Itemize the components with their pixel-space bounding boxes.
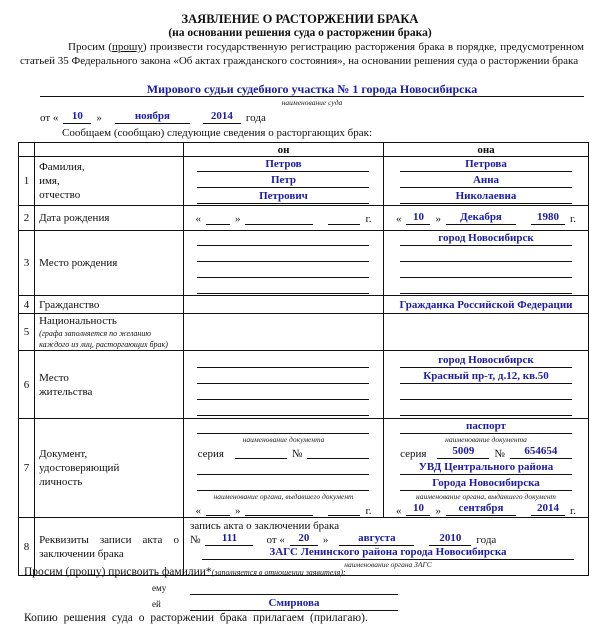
row-label [35,419,184,518]
table-row [19,296,589,314]
label-line: Документ, [39,448,88,460]
label-note: (графа заполняется по желанию каждого из лиц, расторгающих брак) [39,329,168,349]
surname-request-text: Просим (прошу) присвоить фамилии* [24,566,212,578]
quote-close: » [435,213,441,225]
her-doc-name-field[interactable]: паспорт [400,420,572,434]
table-row [19,157,589,206]
year-abbr: г. [569,505,577,517]
his-new-surname-field[interactable] [190,581,398,595]
his-series-field[interactable] [235,445,287,459]
series-label: серия [400,448,427,460]
header-she: она [384,143,589,157]
table-row [19,314,589,351]
court-caption: наименование суда [281,98,343,107]
row-label: Реквизиты записи акта о заключении брака [35,518,184,576]
number-label: № [494,448,505,460]
issuer-caption: наименование органа, выдавшего документ [213,492,354,501]
row-number: 5 [19,314,35,351]
label-line: личность [39,476,83,488]
quote-open: « [195,505,201,517]
number-label: № [189,534,201,546]
surname-request-note: (заполняется в отношении заявителя): [211,568,346,577]
her-patronymic-field[interactable]: Николаевна [400,190,572,204]
her-birthplace-field[interactable]: город Новосибирск [400,232,572,246]
intro-text-2: ) произвести государственную регистрацию расторжения брака в порядке, предусмотренном статьей 35 Федерального закона «Об актах гражданского состояния», на основании решения суда о расторжении брака [20,41,584,67]
doc-caption: наименование документа [445,435,527,444]
his-issue-month-field[interactable] [245,502,313,516]
label-line: жительства [39,385,93,398]
his-issue-year-field[interactable] [328,502,360,516]
court-name-field[interactable]: Мирового судьи судебного участка № 1 города Новосибирска [40,83,584,97]
report-line: Сообщаем (сообщаю) следующие сведения о расторгающих брак: [62,127,373,139]
table-row [19,351,589,419]
decision-year-field[interactable]: 2014 [203,110,241,124]
his-issue-day-field[interactable] [206,502,230,516]
her-new-surname-field[interactable]: Смирнова [190,597,398,611]
footer-text: Копию решения суда о расторжении брака прилагаем (прилагаю). [24,612,368,624]
series-label: серия [197,448,224,460]
year-word: года [476,534,497,546]
him-label: ему [152,583,167,593]
year-abbr: г. [569,213,577,225]
spouses-table [18,142,589,576]
quote-close: » [96,112,102,124]
label-line: отчество [39,189,81,201]
his-birthplace-line[interactable] [197,248,369,262]
table-header-row [19,143,589,157]
quote-open: « [395,505,402,517]
her-issue-month-field[interactable]: сентября [446,502,516,516]
his-issuer-line[interactable] [197,477,369,491]
her-name-field[interactable]: Анна [400,174,572,188]
decision-month-field[interactable]: ноября [115,110,190,124]
row-number: 1 [19,157,35,206]
her-nationality-field[interactable] [384,314,589,351]
year-abbr: г. [365,505,372,517]
marriage-month-field[interactable]: августа [339,532,414,546]
his-citizenship-field[interactable] [183,296,383,314]
label-line: Национальность [39,315,117,327]
surname-request [24,566,346,578]
intro-paragraph [20,40,584,68]
marriage-year-field[interactable]: 2010 [429,532,471,546]
decision-date [40,110,266,124]
quote-close: » [322,534,329,546]
his-nationality-field[interactable] [183,314,383,351]
her-residence-field[interactable]: город Новосибирск [400,354,572,368]
intro-text: Просим ( [68,41,113,53]
date-suffix: года [245,112,266,124]
her-issuer-field[interactable]: Города Новосибирска [400,477,572,491]
table-row [19,419,589,518]
label-line: имя, [39,175,60,187]
quote-close: » [234,213,241,225]
intro-prosh: прошу [112,41,143,53]
his-number-field[interactable] [307,445,369,459]
his-surname-field[interactable]: Петров [197,158,369,172]
date-prefix: от « [40,112,59,124]
her-birthplace-line[interactable] [400,280,572,294]
her-residence-line[interactable] [400,402,572,416]
her-birth-year-field[interactable]: 1980 [531,211,565,225]
zags-office-field[interactable]: ЗАГС Ленинского района города Новосибирска [202,546,574,560]
header-he: он [183,143,383,157]
from-label: от « [266,534,285,546]
his-issuer-line[interactable] [197,461,369,475]
his-doc-name-field[interactable] [197,420,369,434]
row-number: 3 [19,231,35,296]
his-patronymic-field[interactable]: Петрович [197,190,369,204]
zags-caption: наименование органа ЗАГС [344,560,432,569]
label-line: удостоверяющий [39,462,120,474]
her-issuer-field[interactable]: УВД Центрального района [400,461,572,475]
issuer-caption: наименование органа, выдавшего документ [416,492,556,501]
quote-close: » [435,505,441,517]
row-label: Гражданство [35,296,184,314]
his-residence-line[interactable] [197,386,369,400]
document-subtitle: (на основании решения суда о расторжении брака) [168,27,432,39]
row-number: 2 [19,206,35,231]
his-residence-line[interactable] [197,402,369,416]
table-row [19,206,589,231]
quote-close: » [234,505,241,517]
label-line: Фамилия, [39,161,85,173]
her-label: ей [152,599,161,609]
row-label: Дата рождения [35,206,184,231]
marriage-number-field[interactable]: 111 [205,532,253,546]
row-label: Место рождения [35,231,184,296]
row-number: 8 [19,518,35,576]
decision-day-field[interactable]: 10 [63,110,91,124]
her-issue-year-field[interactable]: 2014 [531,502,565,516]
her-issue-day-field[interactable]: 10 [406,502,430,516]
document-title: ЗАЯВЛЕНИЕ О РАСТОРЖЕНИИ БРАКА [181,12,419,26]
label-line: Место [39,371,69,384]
her-residence-line[interactable] [400,386,572,400]
quote-open: « [195,213,201,225]
row-label [35,351,184,419]
her-birthplace-line[interactable] [400,248,572,262]
number-label: № [291,448,303,460]
row-number: 6 [19,351,35,419]
her-birth-month-field[interactable]: Декабря [446,211,516,225]
row-label [35,314,184,351]
row-number: 7 [19,419,35,518]
her-residence-field[interactable]: Красный пр-т, д.12, кв.50 [400,370,572,384]
her-number-field[interactable]: 654654 [510,445,572,459]
his-name-field[interactable]: Петр [197,174,369,188]
row-label [35,157,184,206]
her-birth-day-field[interactable]: 10 [406,211,430,225]
her-birthplace-line[interactable] [400,264,572,278]
marriage-day-field[interactable]: 20 [290,532,318,546]
his-birthplace-line[interactable] [197,264,369,278]
his-residence-line[interactable] [197,354,369,368]
his-birth-year-field[interactable] [328,211,360,225]
year-abbr: г. [365,213,372,225]
her-citizenship-field[interactable]: Гражданка Российской Федерации [384,296,589,314]
table-row [19,231,589,296]
doc-caption: наименование документа [242,435,325,444]
her-series-field[interactable]: 5009 [437,445,489,459]
row-number: 4 [19,296,35,314]
his-residence-line[interactable] [197,370,369,384]
his-birth-day-field[interactable] [206,211,230,225]
his-birthplace-line[interactable] [197,232,369,246]
his-birth-month-field[interactable] [245,211,313,225]
marriage-heading: запись акта о заключении брака [189,520,340,532]
his-birthplace-line[interactable] [197,280,369,294]
quote-open: « [395,213,402,225]
her-surname-field[interactable]: Петрова [400,158,572,172]
